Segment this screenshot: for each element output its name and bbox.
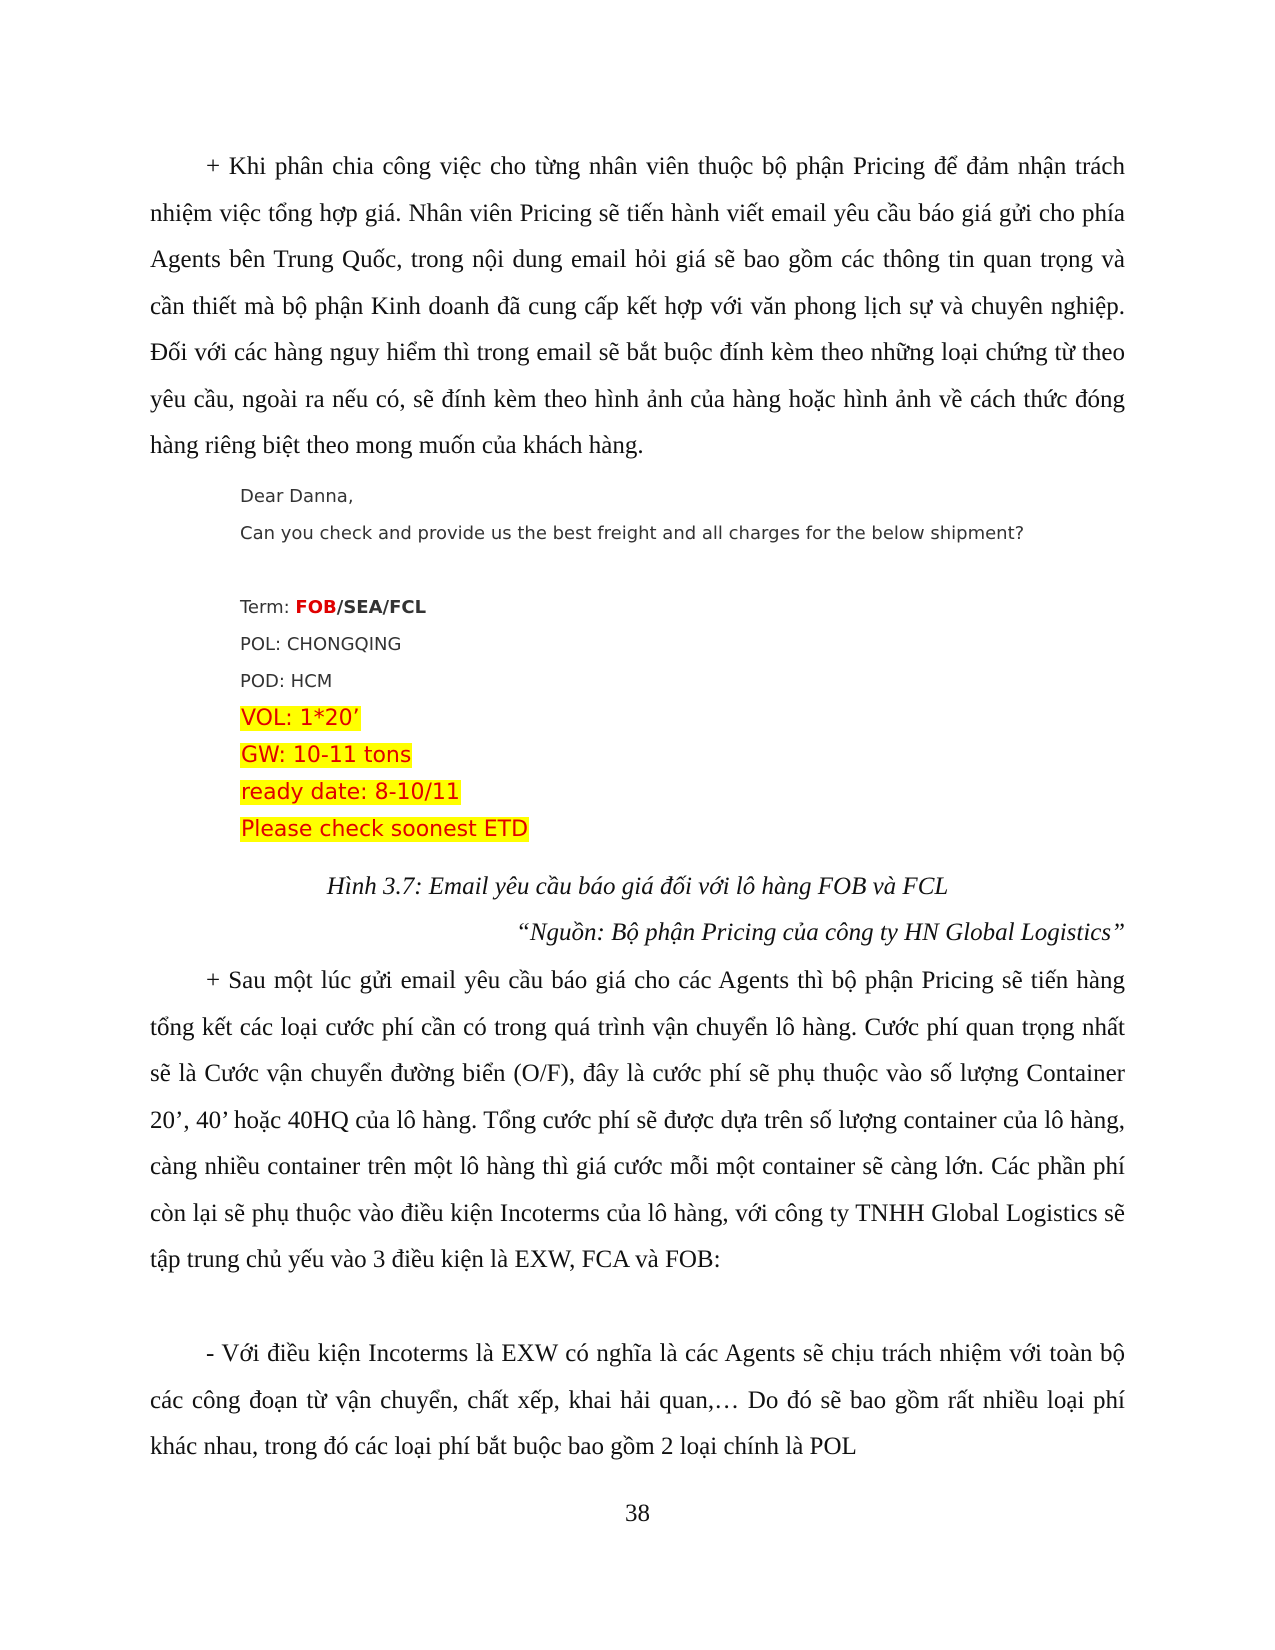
email-gw: GW: 10-11 tons — [241, 743, 412, 768]
email-etd: Please check soonest ETD — [241, 817, 529, 842]
email-screenshot — [240, 478, 1100, 848]
email-term-line — [240, 589, 1100, 626]
email-ready-date: ready date: 8-10/11 — [241, 780, 460, 805]
email-greeting: Dear Danna, — [240, 486, 354, 507]
page-number: 38 — [625, 1500, 650, 1527]
figure-caption: Hình 3.7: Email yêu cầu báo giá đối với lô hàng FOB và FCL — [326, 873, 949, 900]
figure-source: “Nguồn: Bộ phận Pricing của công ty HN Global Logistics” — [515, 919, 1125, 946]
email-vol: VOL: 1*20’ — [241, 706, 360, 731]
paragraph-freight-charges: + Sau một lúc gửi email yêu cầu báo giá cho các Agents thì bộ phận Pricing sẽ tiến hàng tổng kết các loại cước phí cần có trong quá trình vận chuyển lô hàng. Cước phí quan trọng nhất sẽ là Cước vận chuyển đường biển (O/F), đây là cước phí sẽ phụ thuộc vào số lượng Container 20’, 40’ hoặc 40HQ của lô hàng. Tổng cước phí sẽ được dựa trên số lượng container của lô hàng, càng nhiều container trên một lô hàng thì giá cước mỗi một container sẽ càng lớn. Các phần phí còn lại sẽ phụ thuộc vào điều kiện Incoterms của lô hàng, với công ty TNHH Global Logistics sẽ tập trung chủ yếu vào 3 điều kiện là EXW, FCA và FOB: — [150, 967, 1125, 1273]
email-spacer — [240, 552, 1100, 589]
email-pol: POL: CHONGQING — [240, 634, 402, 655]
email-request: Can you check and provide us the best freight and all charges for the below shipment? — [240, 523, 1025, 544]
email-term-fob: FOB — [295, 597, 337, 618]
email-term-rest: /SEA/FCL — [336, 597, 427, 618]
paragraph-pricing-email: + Khi phân chia công việc cho từng nhân viên thuộc bộ phận Pricing để đảm nhận trách nhiệm việc tổng hợp giá. Nhân viên Pricing sẽ tiến hành viết email yêu cầu báo giá gửi cho phía Agents bên Trung Quốc, trong nội dung email hỏi giá sẽ bao gồm các thông tin quan trọng và cần thiết mà bộ phận Kinh doanh đã cung cấp kết hợp với văn phong lịch sự và chuyên nghiệp. Đối với các hàng nguy hiểm thì trong email sẽ bắt buộc đính kèm theo những loại chứng từ theo yêu cầu, ngoài ra nếu có, sẽ đính kèm theo hình ảnh của hàng hoặc hình ảnh về cách thức đóng hàng riêng biệt theo mong muốn của khách hàng. — [150, 153, 1125, 459]
email-pod: POD: HCM — [240, 671, 333, 692]
email-term-label: Term: — [240, 597, 296, 618]
paragraph-exw-term: - Với điều kiện Incoterms là EXW có nghĩa là các Agents sẽ chịu trách nhiệm với toàn bộ các công đoạn từ vận chuyển, chất xếp, khai hải quan,… Do đó sẽ bao gồm rất nhiều loại phí khác nhau, trong đó các loại phí bắt buộc bao gồm 2 loại chính là POL — [150, 1340, 1125, 1460]
